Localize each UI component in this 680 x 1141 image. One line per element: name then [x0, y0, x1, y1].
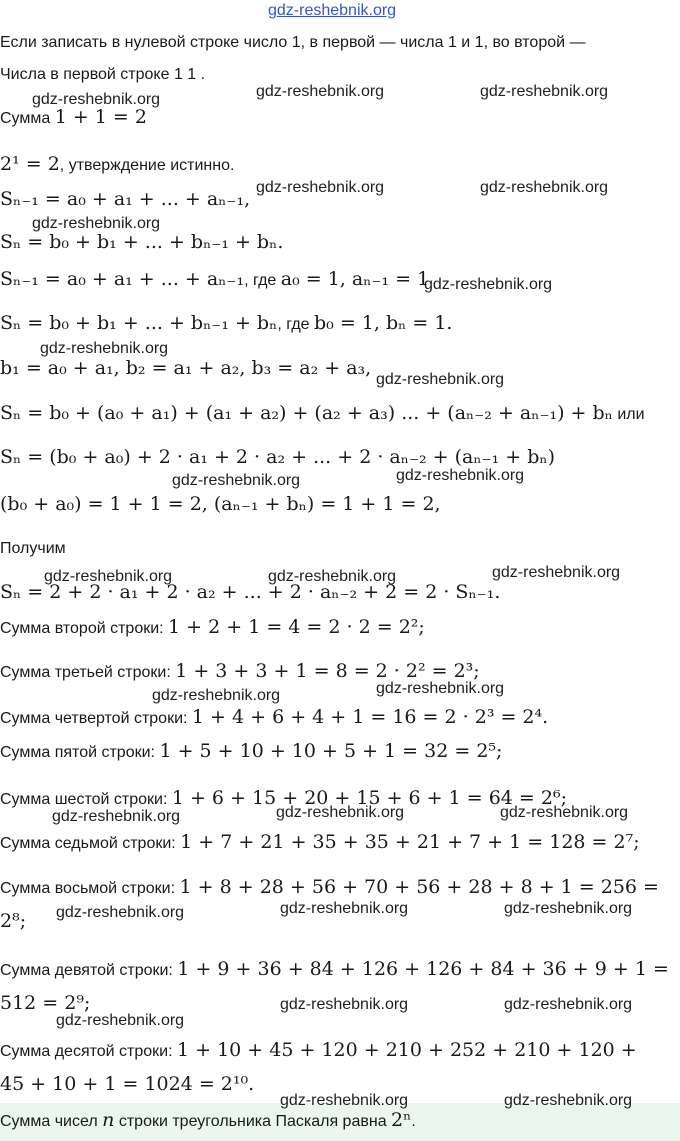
sum-label: Сумма [0, 110, 55, 127]
watermark: gdz-reshebnik.org [500, 804, 629, 821]
watermark: gdz-reshebnik.org [424, 276, 553, 293]
conclusion-text-2: строки треугольника Паскаля равна [114, 1113, 392, 1130]
first-row-line: Числа в первой строке 1 1 . [0, 66, 206, 83]
watermark: gdz-reshebnik.org [480, 83, 609, 100]
recurrence-formula: Sₙ = 2 + 2 · a₁ + 2 · a₂ + ... + 2 · aₙ₋₂ + 2 = 2 · Sₙ₋₁. [0, 581, 501, 603]
watermark: gdz-reshebnik.org [276, 804, 405, 821]
row-formula: 1 + 4 + 6 + 4 + 1 = 16 = 2 · 2³ = 2⁴. [191, 706, 549, 728]
watermark: gdz-reshebnik.org [40, 340, 169, 357]
sum-row-5 [0, 740, 502, 762]
conclusion-n: n [102, 1109, 115, 1131]
sum-row-9 [0, 958, 669, 980]
formula: Sₙ = b₀ + (a₀ + a₁) + (a₁ + a₂) + (a₂ + a₃) ... + (aₙ₋₂ + aₙ₋₁) + bₙ [0, 402, 613, 424]
sum-row-4 [0, 706, 548, 728]
formula: Sₙ₋₁ = a₀ + a₁ + ... + aₙ₋₁ [0, 268, 245, 290]
watermark: gdz-reshebnik.org [56, 904, 185, 921]
intro-line: Если записать в нулевой строке число 1, в первой — числа 1 и 1, во второй — [0, 34, 586, 51]
watermark: gdz-reshebnik.org [376, 371, 505, 388]
sum-row-7 [0, 831, 640, 853]
row-formula: 1 + 8 + 28 + 56 + 70 + 56 + 28 + 8 + 1 = 256 = [179, 876, 659, 898]
watermark: gdz-reshebnik.org [396, 467, 525, 484]
sum-row-2 [0, 616, 425, 638]
row-label: Сумма девятой строки: [0, 962, 178, 979]
sum-row-10-cont: 45 + 10 + 1 = 1024 = 2¹⁰. [0, 1073, 255, 1095]
conclusion-power: 2ⁿ [391, 1109, 412, 1131]
row-formula: 1 + 2 + 1 = 4 = 2 · 2 = 2²; [168, 616, 425, 638]
row-label: Сумма десятой строки: [0, 1043, 177, 1060]
s-n-expansion-line [0, 402, 645, 424]
b-relations-formula: b₁ = a₀ + a₁, b₂ = a₁ + a₂, b₃ = a₂ + a₃, [0, 357, 372, 379]
sum-row-3 [0, 660, 480, 682]
conclusion-text-3: . [411, 1113, 416, 1130]
condition: a₀ = 1, aₙ₋₁ = 1 [280, 268, 430, 290]
result-label: Получим [0, 540, 66, 557]
watermark: gdz-reshebnik.org [280, 996, 409, 1013]
row-formula: 1 + 9 + 36 + 84 + 126 + 126 + 84 + 36 + 9 + 1 = [177, 958, 669, 980]
row-label: Сумма четвертой строки: [0, 710, 192, 727]
site-link[interactable]: gdz-reshebnik.org [268, 2, 397, 19]
s-n-minus-1-formula: Sₙ₋₁ = a₀ + a₁ + ... + aₙ₋₁, [0, 188, 251, 210]
sum-row-8-cont: 2⁸; [0, 910, 27, 932]
watermark: gdz-reshebnik.org [256, 179, 385, 196]
watermark: gdz-reshebnik.org [504, 996, 633, 1013]
watermark: gdz-reshebnik.org [492, 564, 621, 581]
watermark: gdz-reshebnik.org [504, 1092, 633, 1109]
row-label: Сумма седьмой строки: [0, 835, 181, 852]
row-formula: 1 + 3 + 3 + 1 = 8 = 2 · 2² = 2³; [175, 660, 480, 682]
where-text: , где [277, 316, 315, 333]
watermark: gdz-reshebnik.org [32, 215, 161, 232]
watermark: gdz-reshebnik.org [268, 568, 397, 585]
watermark: gdz-reshebnik.org [44, 568, 173, 585]
sum-row-10 [0, 1039, 637, 1061]
sum-formula: 1 + 1 = 2 [54, 106, 147, 128]
watermark: gdz-reshebnik.org [504, 900, 633, 917]
watermark: gdz-reshebnik.org [52, 808, 181, 825]
watermark: gdz-reshebnik.org [56, 1012, 185, 1029]
watermark: gdz-reshebnik.org [172, 472, 301, 489]
watermark: gdz-reshebnik.org [376, 680, 505, 697]
row-formula: 1 + 7 + 21 + 35 + 35 + 21 + 7 + 1 = 128 = 2⁷; [180, 831, 640, 853]
row-formula: 1 + 10 + 45 + 120 + 210 + 252 + 210 + 120 + [177, 1039, 637, 1061]
s-n-formula: Sₙ = b₀ + b₁ + ... + bₙ₋₁ + bₙ. [0, 231, 284, 253]
sum-row-9-cont: 512 = 2⁹; [0, 992, 91, 1014]
row-label: Сумма пятой строки: [0, 744, 160, 761]
row-formula: 1 + 6 + 15 + 20 + 15 + 6 + 1 = 64 = 2⁶; [171, 787, 568, 809]
or-text: или [612, 406, 645, 423]
s-n-grouped-formula: Sₙ = (b₀ + a₀) + 2 · a₁ + 2 · a₂ + ... + 2 · aₙ₋₂ + (aₙ₋₁ + bₙ) [0, 446, 555, 468]
s-n-where-line [0, 312, 452, 334]
boundary-formula: (b₀ + a₀) = 1 + 1 = 2, (aₙ₋₁ + bₙ) = 1 + 1 = 2, [0, 493, 441, 515]
watermark: gdz-reshebnik.org [280, 900, 409, 917]
row-label: Сумма второй строки: [0, 620, 169, 637]
s-n-minus-1-where-line [0, 268, 429, 290]
watermark: gdz-reshebnik.org [480, 179, 609, 196]
watermark: gdz-reshebnik.org [280, 1092, 409, 1109]
row-formula: 1 + 5 + 10 + 10 + 5 + 1 = 32 = 2⁵; [159, 740, 503, 762]
row-label: Сумма третьей строки: [0, 664, 176, 681]
watermark: gdz-reshebnik.org [32, 91, 161, 108]
sum-1-line [0, 106, 147, 128]
formula: Sₙ = b₀ + b₁ + ... + bₙ₋₁ + bₙ [0, 312, 278, 334]
power-formula: 2¹ = 2 [0, 153, 60, 175]
row-label: Сумма шестой строки: [0, 791, 172, 808]
condition: b₀ = 1, bₙ = 1. [314, 312, 453, 334]
statement-text: , утверждение истинно. [59, 157, 235, 174]
conclusion-text-1: Сумма чисел [0, 1113, 103, 1130]
statement-line [0, 153, 234, 175]
watermark: gdz-reshebnik.org [256, 83, 385, 100]
where-text: , где [244, 272, 281, 289]
sum-row-8 [0, 876, 659, 898]
watermark: gdz-reshebnik.org [152, 687, 281, 704]
row-label: Сумма восьмой строки: [0, 880, 180, 897]
